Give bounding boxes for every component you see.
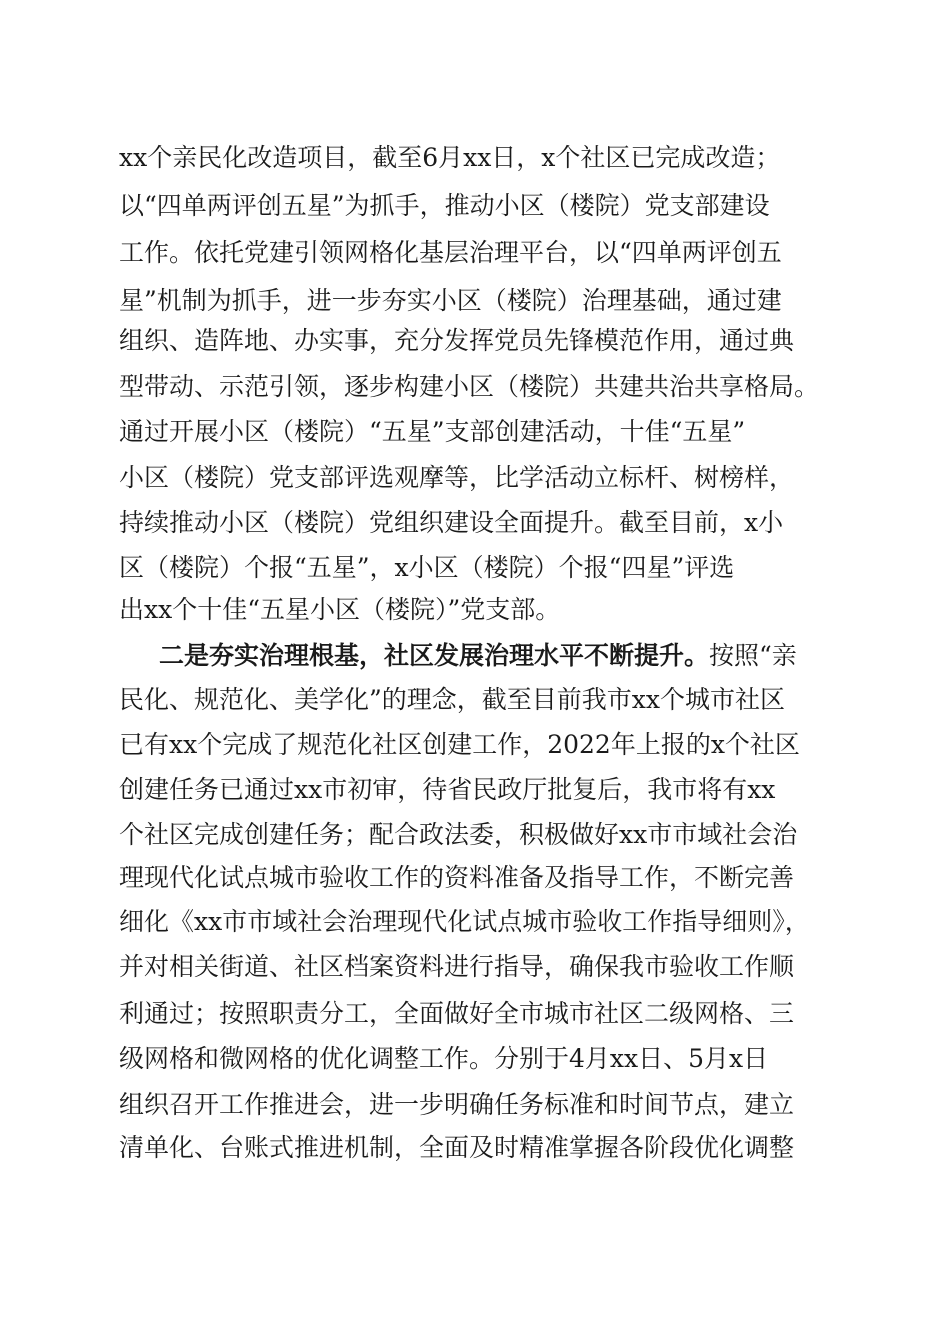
text-line: 持续推动小区（楼院）党组织建设全面提升。截至目前，x小 [119, 508, 784, 537]
text-line: 区（楼院）个报“五星”，x小区（楼院）个报“四星”评选 [119, 553, 735, 582]
text-line: 组织召开工作推进会，进一步明确任务标准和时间节点，建立 [119, 1090, 795, 1119]
text-line: 创建任务已通过xx市初审，待省民政厅批复后，我市将有xx [119, 775, 776, 804]
text-line: 理现代化试点城市验收工作的资料准备及指导工作，不断完善 [119, 863, 795, 892]
text-line: 并对相关街道、社区档案资料进行指导，确保我市验收工作顺 [119, 952, 795, 981]
text-line: 小区（楼院）党支部评选观摩等，比学活动立标杆、树榜样， [119, 463, 795, 492]
text-line: 工作。依托党建引领网格化基层治理平台，以“四单两评创五 [119, 238, 782, 267]
text-line: 型带动、示范引领，逐步构建小区（楼院）共建共治共享格局。 [119, 372, 820, 401]
text-line: 级网格和微网格的优化调整工作。分别于4月xx日、5月x日 [119, 1044, 769, 1073]
paragraph-text: 按照“亲 [709, 641, 797, 670]
text-line: 清单化、台账式推进机制，全面及时精准掌握各阶段优化调整 [119, 1133, 795, 1162]
paragraph-2-first-line [159, 636, 879, 676]
text-line: 已有xx个完成了规范化社区创建工作，2022年上报的x个社区 [119, 730, 800, 759]
text-line: 通过开展小区（楼院）“五星”支部创建活动，十佳“五星” [119, 417, 746, 446]
text-line: 细化《xx市市域社会治理现代化试点城市验收工作指导细则》， [119, 907, 810, 936]
text-line: 利通过；按照职责分工，全面做好全市城市社区二级网格、三 [119, 999, 795, 1028]
text-line: 出xx个十佳“五星小区（楼院）”党支部。 [119, 595, 561, 624]
text-line: 以“四单两评创五星”为抓手，推动小区（楼院）党支部建设 [119, 191, 770, 220]
text-line: xx个亲民化改造项目，截至6月xx日，x个社区已完成改造； [119, 143, 781, 172]
text-line: 组织、造阵地、办实事，充分发挥党员先锋模范作用，通过典 [119, 326, 795, 355]
text-line: 个社区完成创建任务；配合政法委，积极做好xx市市域社会治 [119, 820, 798, 849]
text-line: 星”机制为抓手，进一步夯实小区（楼院）治理基础，通过建 [119, 286, 782, 315]
paragraph-heading: 二是夯实治理根基，社区发展治理水平不断提升。 [159, 641, 710, 670]
text-line: 民化、规范化、美学化”的理念，截至目前我市xx个城市社区 [119, 685, 785, 714]
